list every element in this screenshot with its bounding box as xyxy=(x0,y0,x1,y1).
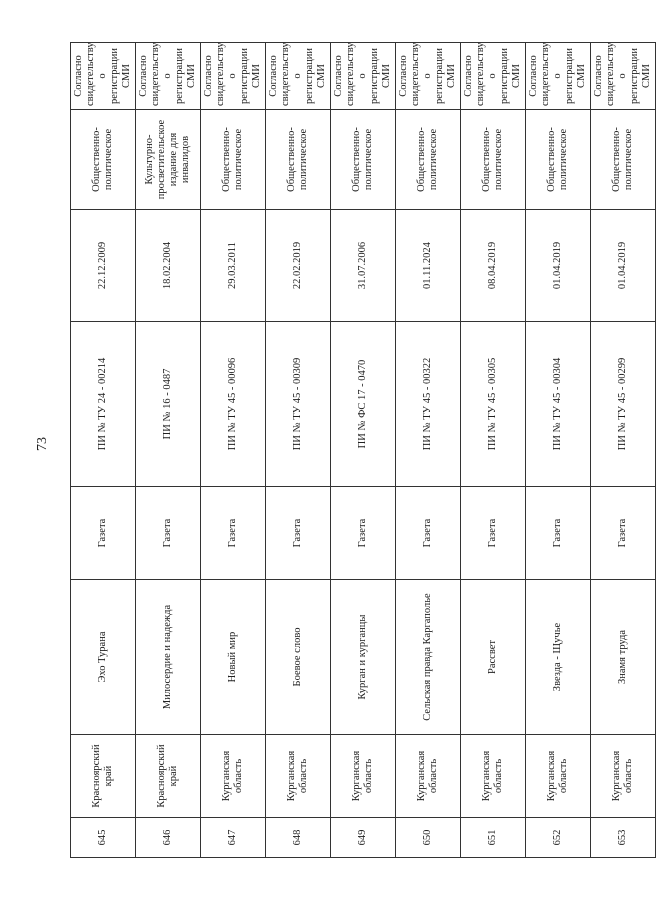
row-media-name: Знамя труда xyxy=(591,580,656,735)
row-date: 22.02.2019 xyxy=(266,210,331,322)
table-body xyxy=(71,43,656,858)
row-number: 649 xyxy=(331,818,396,858)
row-media-type: Газета xyxy=(71,487,136,580)
row-number: 647 xyxy=(201,818,266,858)
table-row xyxy=(396,43,461,858)
row-region: Курганская область xyxy=(266,735,331,818)
row-media-name: Милосердие и надежда xyxy=(136,580,201,735)
row-number: 652 xyxy=(526,818,591,858)
row-specialization: Общественно-политическое xyxy=(201,110,266,210)
row-region: Красноярский край xyxy=(71,735,136,818)
row-note: Согласно свидетельству о регистрации СМИ xyxy=(71,43,136,110)
row-media-name: Рассвет xyxy=(461,580,526,735)
row-specialization: Общественно-политическое xyxy=(331,110,396,210)
row-number: 645 xyxy=(71,818,136,858)
row-specialization: Общественно-политическое xyxy=(71,110,136,210)
row-region: Курганская область xyxy=(461,735,526,818)
row-date: 22.12.2009 xyxy=(71,210,136,322)
row-region: Красноярский край xyxy=(136,735,201,818)
row-number: 653 xyxy=(591,818,656,858)
row-license: ПИ № ТУ 45 - 00322 xyxy=(396,322,461,487)
row-license: ПИ № ТУ 24 - 00214 xyxy=(71,322,136,487)
row-specialization: Общественно-политическое xyxy=(591,110,656,210)
row-license: ПИ № ТУ 45 - 00096 xyxy=(201,322,266,487)
row-media-name: Сельская правда Каргаполье xyxy=(396,580,461,735)
row-media-name: Боевое слово xyxy=(266,580,331,735)
row-note: Согласно свидетельству о регистрации СМИ xyxy=(331,43,396,110)
row-note: Согласно свидетельству о регистрации СМИ xyxy=(136,43,201,110)
row-media-name: Эхо Турана xyxy=(71,580,136,735)
row-specialization: Культурно-просветительское издание для инвалидов xyxy=(136,110,201,210)
row-date: 08.04.2019 xyxy=(461,210,526,322)
row-media-name: Курган и курганцы xyxy=(331,580,396,735)
table-row xyxy=(331,43,396,858)
row-media-type: Газета xyxy=(461,487,526,580)
row-media-type: Газета xyxy=(526,487,591,580)
row-license: ПИ № 16 - 0487 xyxy=(136,322,201,487)
row-specialization: Общественно-политическое xyxy=(266,110,331,210)
row-specialization: Общественно-политическое xyxy=(396,110,461,210)
row-specialization: Общественно-политическое xyxy=(461,110,526,210)
registry-table xyxy=(70,42,656,858)
table-row xyxy=(71,43,136,858)
row-region: Курганская область xyxy=(201,735,266,818)
row-number: 650 xyxy=(396,818,461,858)
row-number: 651 xyxy=(461,818,526,858)
row-media-type: Газета xyxy=(266,487,331,580)
row-region: Курганская область xyxy=(396,735,461,818)
table-row xyxy=(201,43,266,858)
row-media-type: Газета xyxy=(331,487,396,580)
row-note: Согласно свидетельству о регистрации СМИ xyxy=(266,43,331,110)
row-region: Курганская область xyxy=(591,735,656,818)
row-date: 29.03.2011 xyxy=(201,210,266,322)
registry-table-wrapper xyxy=(70,42,652,858)
row-note: Согласно свидетельству о регистрации СМИ xyxy=(396,43,461,110)
row-media-type: Газета xyxy=(396,487,461,580)
table-row xyxy=(136,43,201,858)
row-license: ПИ № ТУ 45 - 00309 xyxy=(266,322,331,487)
row-media-name: Новый мир xyxy=(201,580,266,735)
row-media-type: Газета xyxy=(136,487,201,580)
row-date: 01.11.2024 xyxy=(396,210,461,322)
row-number: 648 xyxy=(266,818,331,858)
row-date: 01.04.2019 xyxy=(526,210,591,322)
table-row xyxy=(266,43,331,858)
row-number: 646 xyxy=(136,818,201,858)
row-note: Согласно свидетельству о регистрации СМИ xyxy=(461,43,526,110)
row-note: Согласно свидетельству о регистрации СМИ xyxy=(201,43,266,110)
row-note: Согласно свидетельству о регистрации СМИ xyxy=(526,43,591,110)
row-license: ПИ № ТУ 45 - 00305 xyxy=(461,322,526,487)
row-specialization: Общественно-политическое xyxy=(526,110,591,210)
row-date: 31.07.2006 xyxy=(331,210,396,322)
row-license: ПИ № ТУ 45 - 00304 xyxy=(526,322,591,487)
row-license: ПИ № ТУ 45 - 00299 xyxy=(591,322,656,487)
row-date: 01.04.2019 xyxy=(591,210,656,322)
table-row xyxy=(461,43,526,858)
row-media-type: Газета xyxy=(201,487,266,580)
row-region: Курганская область xyxy=(526,735,591,818)
row-license: ПИ № ФС 17 - 0470 xyxy=(331,322,396,487)
page-number: 73 xyxy=(35,437,50,451)
row-media-type: Газета xyxy=(591,487,656,580)
row-date: 18.02.2004 xyxy=(136,210,201,322)
table-row xyxy=(591,43,656,858)
row-media-name: Звезда - Щучье xyxy=(526,580,591,735)
row-note: Согласно свидетельству о регистрации СМИ xyxy=(591,43,656,110)
row-region: Курганская область xyxy=(331,735,396,818)
table-row xyxy=(526,43,591,858)
